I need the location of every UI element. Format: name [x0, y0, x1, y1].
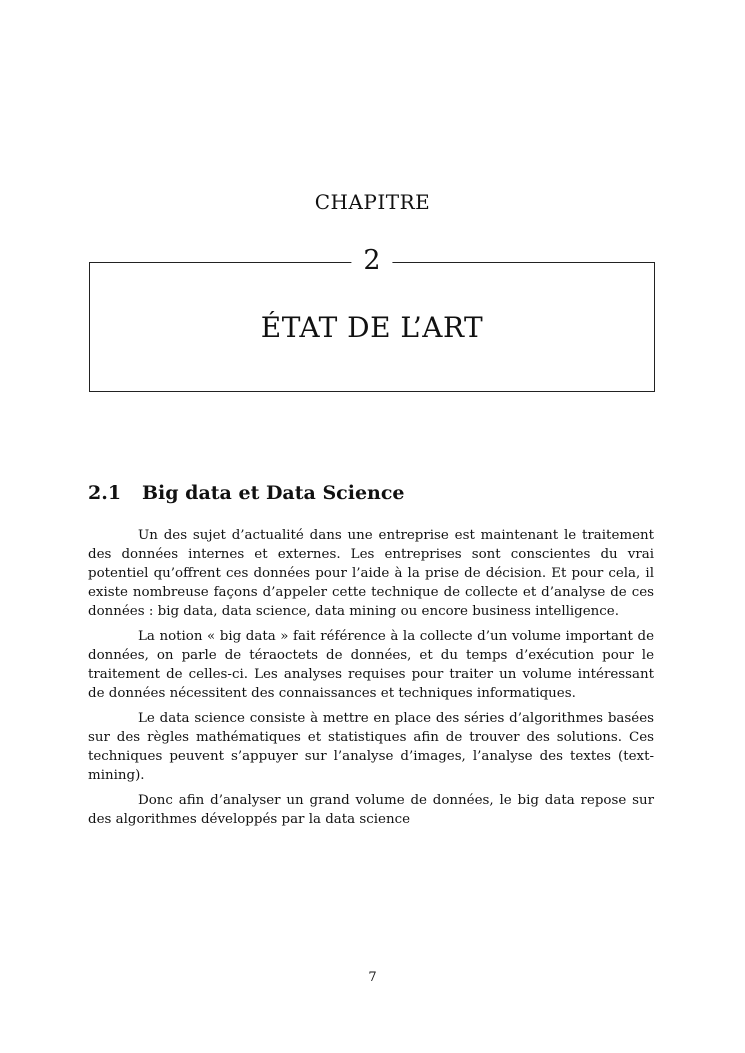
section-title: Big data et Data Science [142, 482, 405, 504]
section-heading [88, 482, 405, 504]
paragraph: Donc afin d’analyser un grand volume de données, le big data repose sur des algorithmes développés par la data science [88, 793, 654, 827]
paragraph: Un des sujet d’actualité dans une entreprise est maintenant le traitement des données internes et externes. Les entreprises sont conscientes du vrai potentiel qu’offrent ces données pour l’aide à la prise de décision. Et pour cela, il existe nombreuse façons d’appeler cette technique de collecte et d’analyse de ces données : big data, data science, data mining ou encore business intelligence. [88, 528, 654, 619]
chapter-title: ÉTAT DE L’ART [260, 311, 484, 344]
chapter-box [89, 245, 655, 392]
paragraph: Le data science consiste à mettre en place des séries d’algorithmes basées sur des règles mathématiques et statistiques afin de trouver des solutions. Ces techniques peuvent s’appuyer sur l’analyse d’images, l’analyse des textes (text-mining). [88, 711, 654, 783]
body-text [88, 526, 654, 835]
chapter-number: 2 [351, 243, 392, 279]
chapter-label: CHAPITRE [314, 190, 431, 214]
paragraph: La notion « big data » fait référence à la collecte d’un volume important de données, on parle de téraoctets de données, et du temps d’exécution pour le traitement de celles-ci. Les analyses requises pour traiter un volume intéressant de données nécessitent des connaissances et techniques informatiques. [88, 629, 654, 701]
page-number: 7 [368, 970, 377, 985]
section-number: 2.1 [88, 482, 122, 504]
